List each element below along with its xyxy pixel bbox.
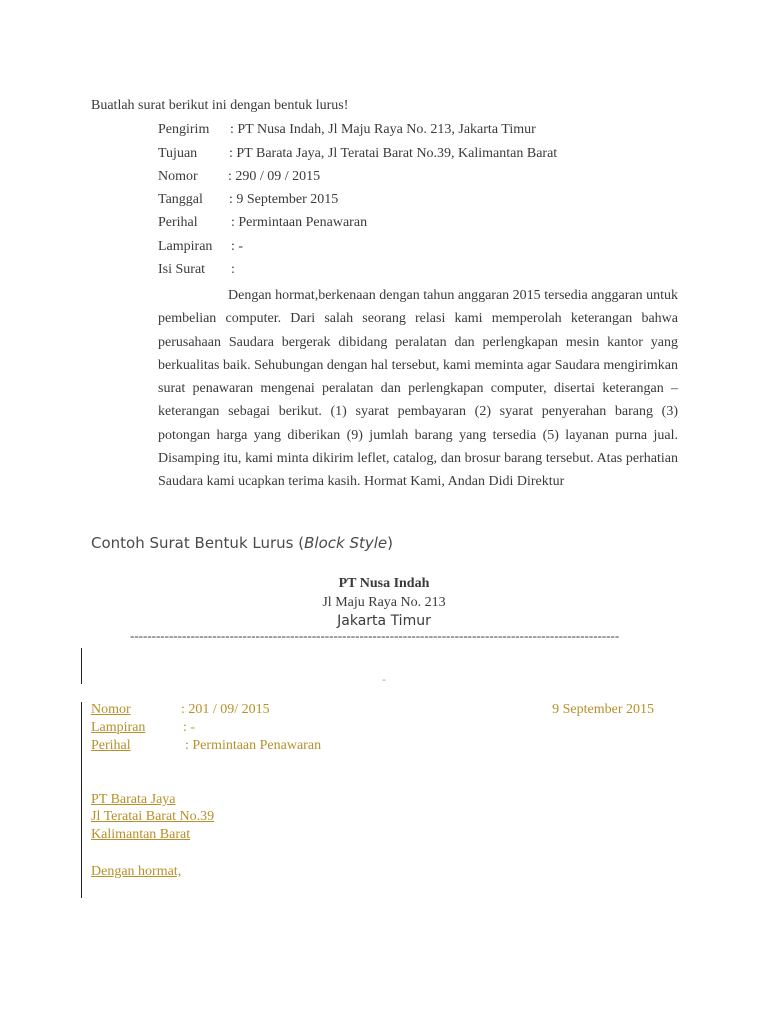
nomor-row <box>91 702 654 718</box>
perihal-label: Perihal <box>91 738 131 753</box>
field-label-nomor: Nomor <box>158 169 198 184</box>
recipient-company: PT Barata Jaya <box>91 792 176 807</box>
field-label-tujuan: Tujuan <box>158 146 198 161</box>
field-value-isi-surat: : <box>231 262 235 277</box>
nomor-value: : 201 / 09/ 2015 <box>181 702 270 717</box>
perihal-value: : Permintaan Penawaran <box>185 738 322 753</box>
perihal-row <box>91 738 333 754</box>
field-value-pengirim: : PT Nusa Indah, Jl Maju Raya No. 213, Jakarta Timur <box>230 122 536 137</box>
lampiran-row <box>91 720 201 736</box>
letter-date: 9 September 2015 <box>552 702 654 717</box>
letterhead-company: PT Nusa Indah <box>338 576 430 591</box>
section-heading-prefix: Contoh Surat Bentuk Lurus ( <box>91 534 305 552</box>
field-label-pengirim: Pengirim <box>158 122 210 137</box>
field-label-lampiran: Lampiran <box>158 239 213 254</box>
section-heading-italic: Block Style <box>304 534 388 552</box>
letterhead-divider: ----------------------------------------------------------------------------------------------------------------- <box>130 628 620 643</box>
letterhead-street: Jl Maju Raya No. 213 <box>322 595 446 610</box>
field-label-isi-surat: Isi Surat <box>158 262 206 277</box>
stray-mark: - <box>382 672 386 686</box>
section-heading-suffix: ) <box>387 534 393 552</box>
field-value-perihal: : Permintaan Penawaran <box>231 215 368 230</box>
letter-body-paragraph: Dengan hormat,berkenaan dengan tahun anggaran 2015 tersedia anggaran untuk pembelian computer. Dari salah seorang relasi kami memperolah keterangan bahwa perusahaan Saudara bergerak dibidang peralatan dan perlengkapan mesin kantor yang berkualitas baik. Sehubungan dengan hal tersebut, kami meminta agar Saudara mengirimkan surat penawaran mengenai peralatan dan perlengkapan computer, disertai keterangan – keterangan sebagai berikut. (1) syarat pembayaran (2) syarat penyerahan barang (3) potongan harga yang diberikan (9) jumlah barang yang tersedia (5) layanan purna jual. Disamping itu, kami minta dikirim leflet, catalog, dan brosur barang tersebut. Atas perhatian Saudara kami ucapkan terima kasih. Hormat Kami, Andan Didi Direktur <box>158 288 678 490</box>
section-heading <box>91 534 393 552</box>
greeting: Dengan hormat, <box>91 864 182 879</box>
margin-bar-top <box>81 648 82 684</box>
field-value-tanggal: : 9 September 2015 <box>229 192 339 207</box>
field-label-perihal: Perihal <box>158 215 198 230</box>
letterhead-city: Jakarta Timur <box>337 613 431 629</box>
lampiran-label: Lampiran <box>91 720 146 735</box>
nomor-label: Nomor <box>91 702 131 717</box>
field-value-nomor: : 290 / 09 / 2015 <box>228 169 321 184</box>
recipient-street: Jl Teratai Barat No.39 <box>91 809 215 824</box>
margin-bar-bottom <box>81 702 82 898</box>
recipient-city: Kalimantan Barat <box>91 827 191 842</box>
field-value-tujuan: : PT Barata Jaya, Jl Teratai Barat No.39, Kalimantan Barat <box>229 146 558 161</box>
instruction-text: Buatlah surat berikut ini dengan bentuk lurus! <box>91 98 349 113</box>
field-value-lampiran: : - <box>231 239 244 254</box>
lampiran-value: : - <box>183 720 196 735</box>
field-label-tanggal: Tanggal <box>158 192 203 207</box>
